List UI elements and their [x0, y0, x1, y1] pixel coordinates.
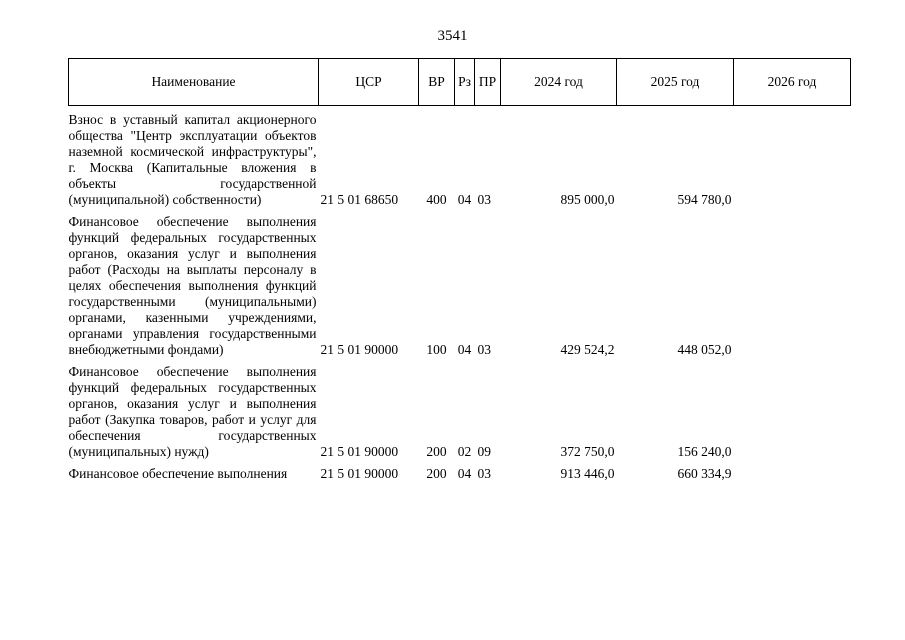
- row-vr: 200: [426, 466, 447, 481]
- table-row: [69, 208, 851, 358]
- row-2026: [734, 358, 851, 460]
- row-name: Взнос в уставный капитал акционерного общества "Центр эксплуатации объектов наземной космической инфраструктуры", г. Москва (Капитальные вложения в объекты государственной (муниципальной) собственности): [68, 112, 317, 207]
- row-2025: 660 334,9: [677, 466, 732, 481]
- row-pr: 09: [477, 444, 491, 459]
- row-pr: 03: [477, 466, 491, 481]
- header-csr: ЦСР: [319, 59, 419, 106]
- row-2026: [734, 460, 851, 482]
- header-2026: 2026 год: [734, 59, 851, 106]
- header-name: Наименование: [69, 59, 319, 106]
- row-csr: 21 5 01 90000: [320, 444, 399, 459]
- row-name: Финансовое обеспечение выполнения функций федеральных государственных органов, оказания услуг и выполнения работ (Расходы на выплаты персоналу в целях обеспечения выполнения функций государственными (муниципальными) органами, казенными учреждениями, органами управления государственными внебюджетными фондами): [68, 214, 317, 357]
- row-vr: 200: [426, 444, 447, 459]
- row-name: Финансовое обеспечение выполнения: [68, 466, 288, 481]
- row-csr: 21 5 01 68650: [320, 192, 399, 207]
- row-csr: 21 5 01 90000: [320, 466, 399, 481]
- row-2025: 156 240,0: [677, 444, 732, 459]
- row-2024: 895 000,0: [560, 192, 615, 207]
- table-row: [69, 460, 851, 482]
- row-rz: 04: [457, 466, 472, 481]
- row-csr: 21 5 01 90000: [320, 342, 399, 357]
- row-2024: 429 524,2: [560, 342, 615, 357]
- row-pr: 03: [477, 342, 491, 357]
- header-2024: 2024 год: [501, 59, 617, 106]
- row-2026: [734, 208, 851, 358]
- row-2026: [734, 106, 851, 209]
- row-pr: 03: [477, 192, 491, 207]
- header-pr: ПР: [475, 59, 501, 106]
- row-vr: 100: [426, 342, 447, 357]
- table-row: [69, 358, 851, 460]
- table-row: [69, 106, 851, 209]
- row-2024: 913 446,0: [560, 466, 615, 481]
- row-2025: 594 780,0: [677, 192, 732, 207]
- row-rz: 02: [457, 444, 472, 459]
- header-vr: ВР: [419, 59, 455, 106]
- page-number: 3541: [437, 28, 468, 44]
- row-vr: 400: [426, 192, 447, 207]
- row-rz: 04: [457, 342, 472, 357]
- row-2025: 448 052,0: [677, 342, 732, 357]
- table-header-row: [69, 59, 851, 106]
- header-rz: Рз: [455, 59, 475, 106]
- row-name: Финансовое обеспечение выполнения функций федеральных государственных органов, оказания услуг и выполнения работ (Закупка товаров, работ и услуг для обеспечения государственных (муниципальных) нужд): [68, 364, 317, 459]
- header-2025: 2025 год: [617, 59, 734, 106]
- row-rz: 04: [457, 192, 472, 207]
- row-2024: 372 750,0: [560, 444, 615, 459]
- budget-table: [68, 58, 851, 482]
